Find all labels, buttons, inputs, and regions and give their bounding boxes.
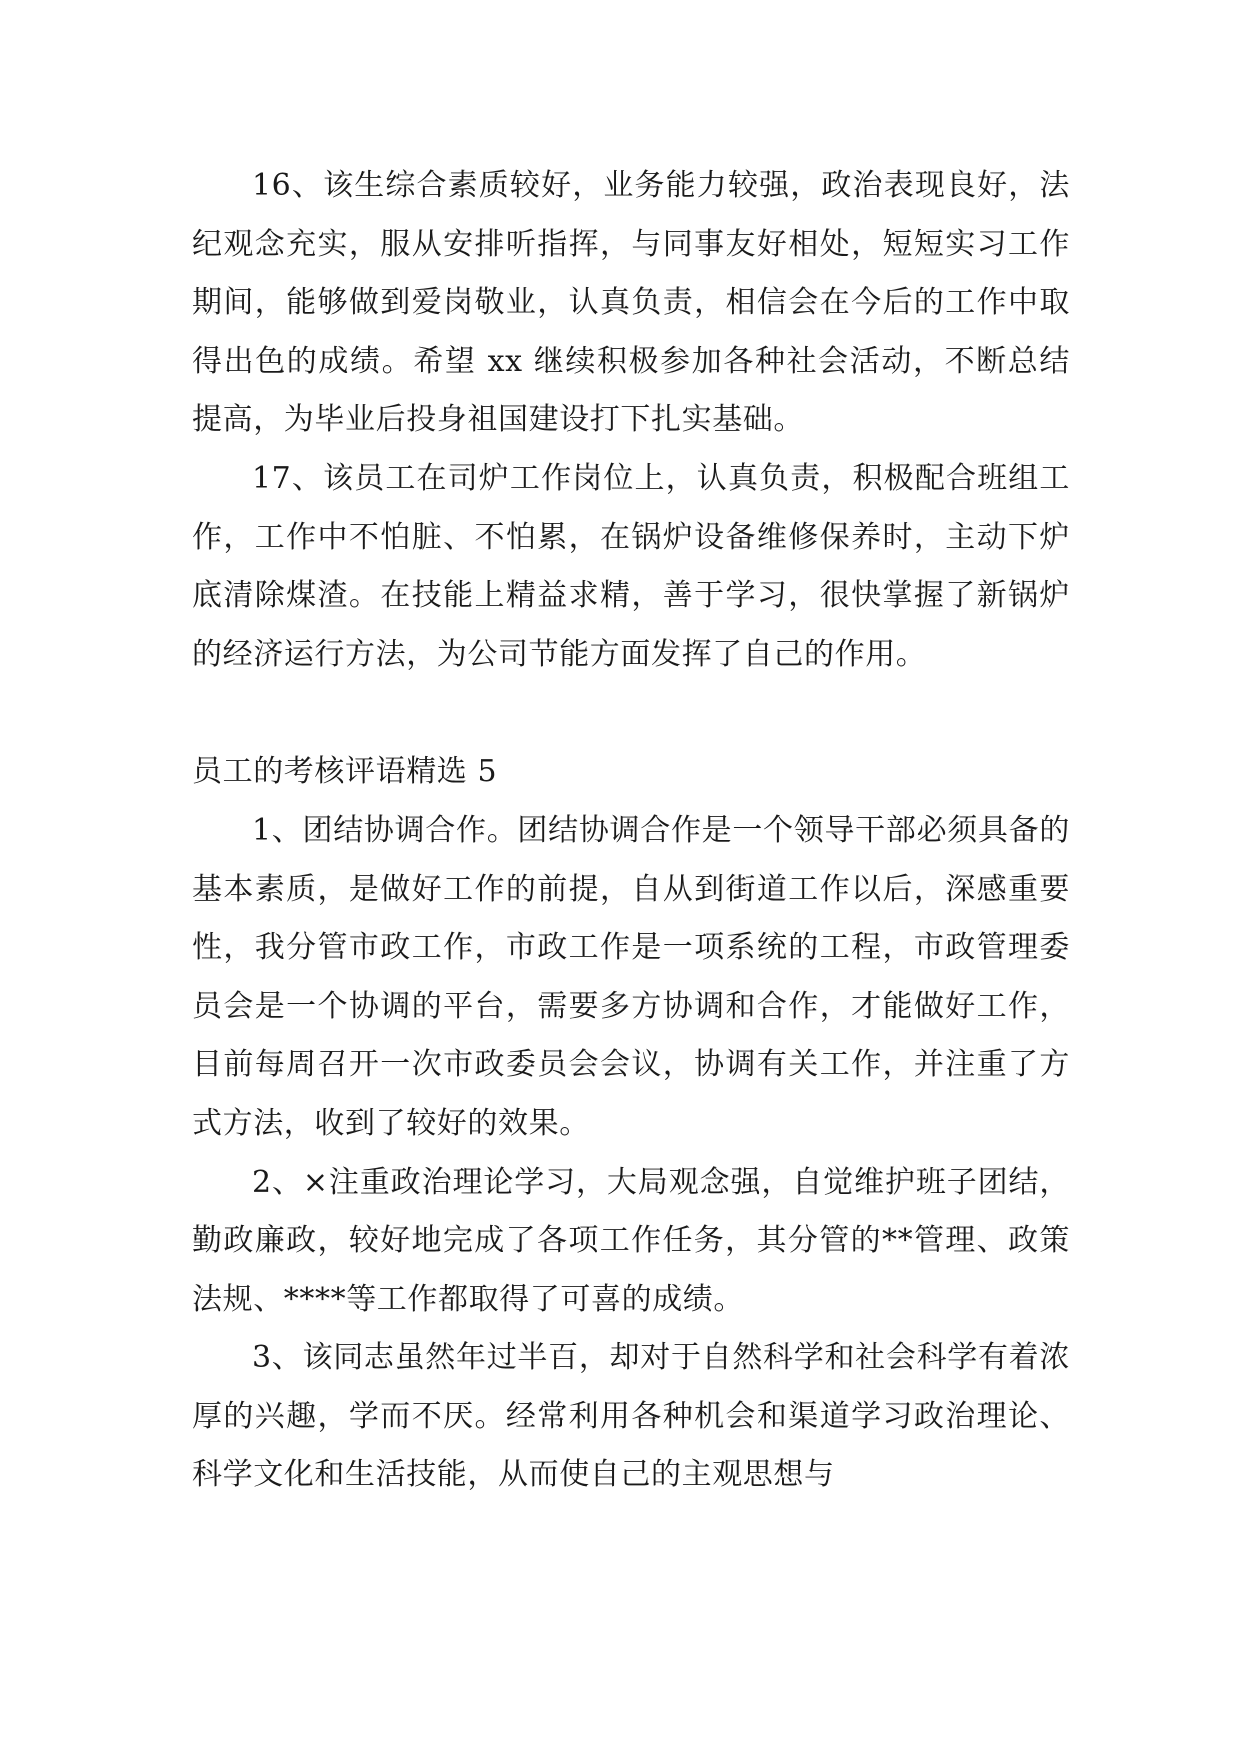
paragraph-1: 1、团结协调合作。团结协调合作是一个领导干部必须具备的基本素质，是做好工作的前提，自从到街道工作以后，深感重要性，我分管市政工作，市政工作是一项系统的工程，市政管理委员会是一个协调的平台，需要多方协调和合作，才能做好工作，目前每周召开一次市政委员会会议，协调有关工作，并注重了方式方法，收到了较好的效果。 [192, 812, 1070, 1141]
paragraph-17: 17、该员工在司炉工作岗位上，认真负责，积极配合班组工作，工作中不怕脏、不怕累，在锅炉设备维修保养时，主动下炉底清除煤渣。在技能上精益求精，善于学习，很快掌握了新锅炉的经济运行方法，为公司节能方面发挥了自己的作用。 [192, 460, 1070, 672]
paragraph-2: 2、×注重政治理论学习，大局观念强，自觉维护班子团结，勤政廉政，较好地完成了各项工作任务，其分管的**管理、政策法规、****等工作都取得了可喜的成绩。 [192, 1164, 1070, 1317]
section-heading: 员工的考核评语精选 5 [192, 754, 498, 790]
paragraph-3: 3、该同志虽然年过半百，却对于自然科学和社会科学有着浓厚的兴趣，学而不厌。经常利用各种机会和渠道学习政治理论、科学文化和生活技能，从而使自己的主观思想与 [192, 1340, 1070, 1493]
document-body [192, 157, 1070, 1505]
paragraph-16: 16、该生综合素质较好，业务能力较强，政治表现良好，法纪观念充实，服从安排听指挥，与同事友好相处，短短实习工作期间，能够做到爱岗敬业，认真负责，相信会在今后的工作中取得出色的成绩。希望 xx 继续积极参加各种社会活动，不断总结提高，为毕业后投身祖国建设打下扎实基础。 [192, 168, 1070, 438]
